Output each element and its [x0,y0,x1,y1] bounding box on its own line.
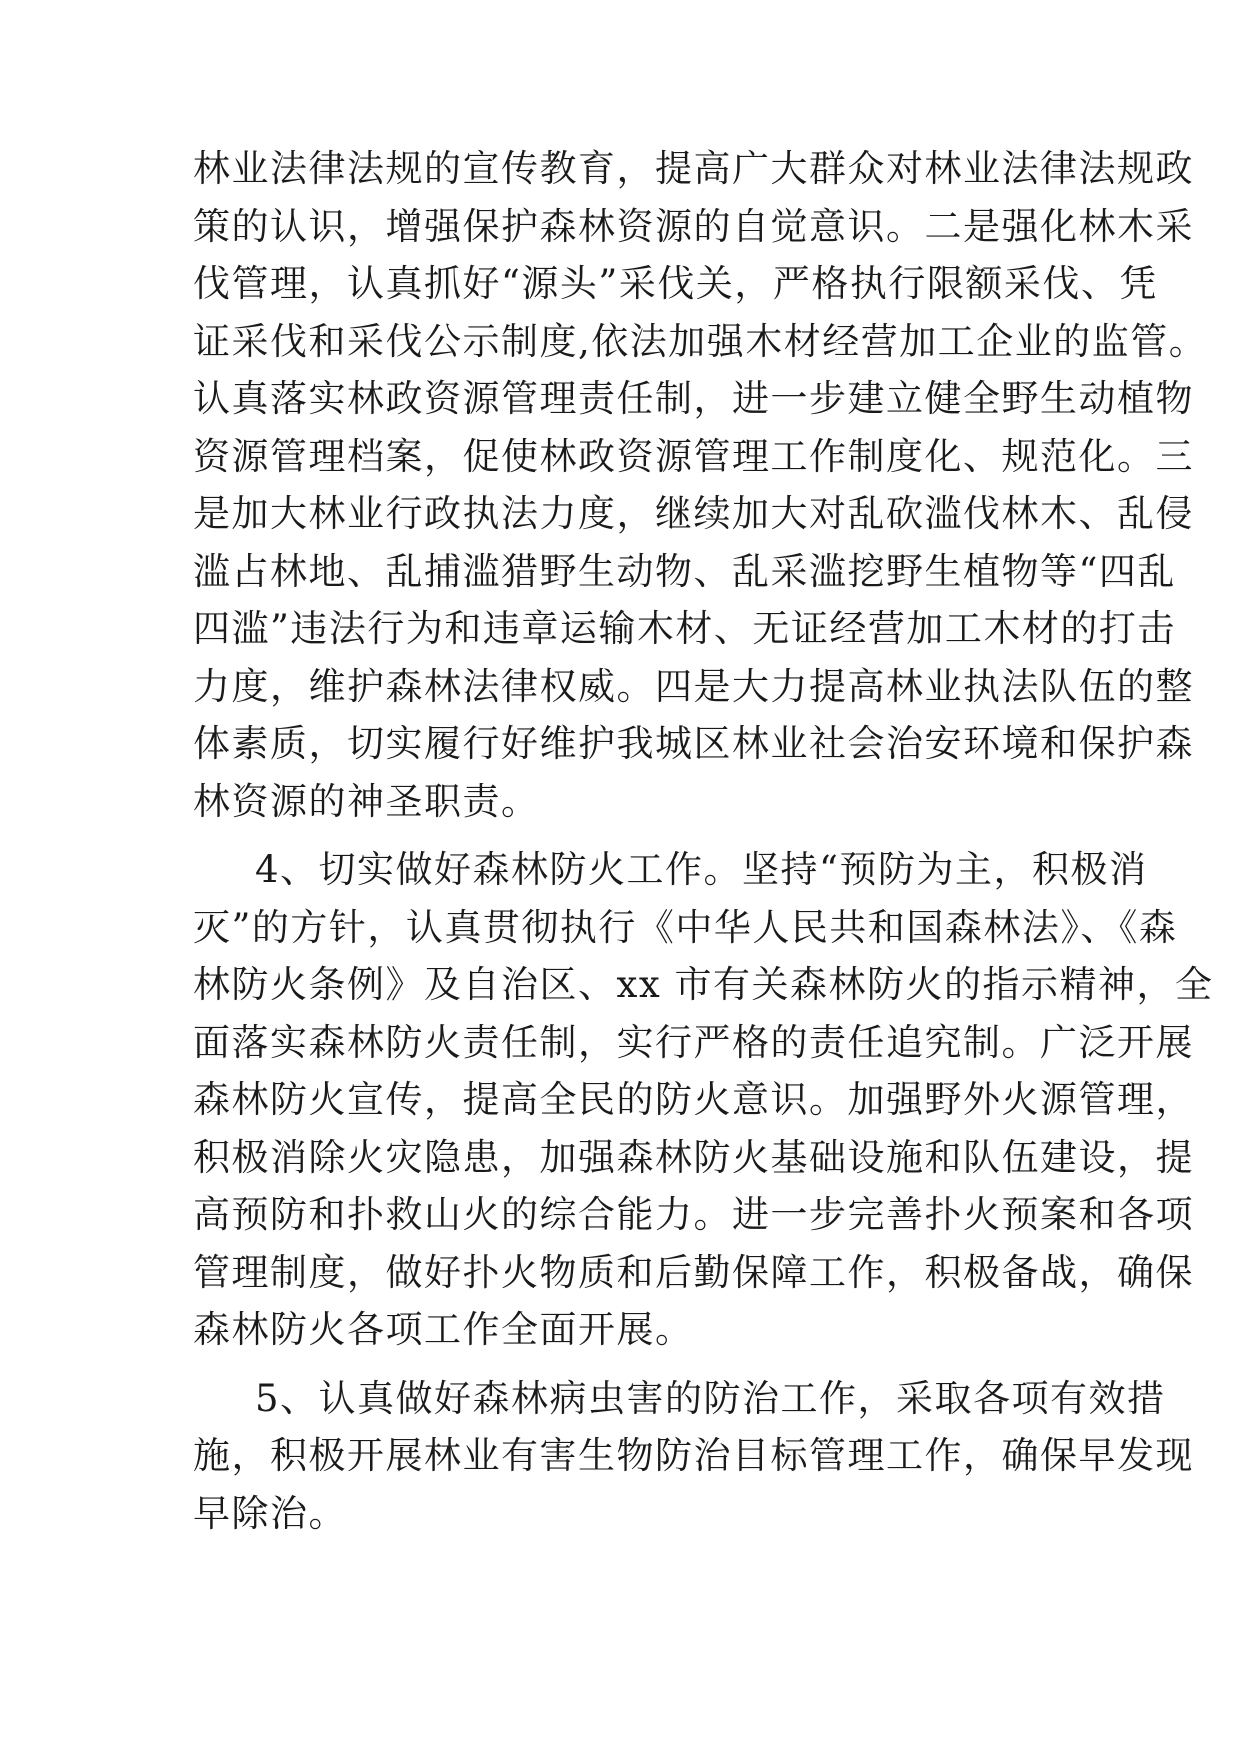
document-body [193,140,1214,1542]
text-line: 早除治。 [193,1491,347,1535]
text-line: 管理制度，做好扑火物质和后勤保障工作，积极备战，确保 [193,1250,1194,1294]
text-line: 灭”的方针，认真贯彻执行《中华人民共和国森林法》、《森 [193,905,1178,949]
text-line: 林业法律法规的宣传教育，提高广大群众对林业法律法规政 [193,147,1194,190]
paragraph-spacer [193,1359,1056,1370]
paragraph-1 [193,140,1208,830]
text-line: 体素质，切实履行好维护我城区林业社会治安环境和保护森 [193,722,1194,765]
text-line: 是加大林业行政执法力度，继续加大对乱砍滥伐林木、乱侵 [193,492,1194,535]
text-line: 施，积极开展林业有害生物防治目标管理工作，确保早发现 [193,1434,1194,1477]
text-line: 5、认真做好森林病虫害的防治工作，采取各项有效措 [255,1376,1166,1420]
text-line: 力度，维护森林法律权威。四是大力提高林业执法队伍的整 [193,664,1194,708]
paragraph-spacer [193,830,1056,841]
text-line: 认真落实林政资源管理责任制，进一步建立健全野生动植物 [193,377,1194,420]
text-line: 策的认识，增强保护森林资源的自觉意识。二是强化林木采 [193,204,1194,248]
paragraph-2 [193,841,1214,1359]
text-line: 资源管理档案，促使林政资源管理工作制度化、规范化。三 [193,434,1194,478]
text-line: 森林防火各项工作全面开展。 [193,1308,694,1351]
text-line: 林防火条例》及自治区、xx 市有关森林防火的指示精神，全 [193,963,1214,1006]
text-line: 面落实森林防火责任制，实行严格的责任追究制。广泛开展 [193,1020,1194,1064]
text-line: 高预防和扑救山火的综合能力。进一步完善扑火预案和各项 [193,1193,1194,1236]
text-line: 证采伐和采伐公示制度,依法加强木材经营加工企业的监管。 [193,319,1208,363]
text-line: 四滥”违法行为和违章运输木材、无证经营加工木材的打击 [193,607,1176,650]
paragraph-3 [193,1370,1194,1543]
text-line: 林资源的神圣职责。 [193,779,540,823]
text-line: 积极消除火灾隐患，加强森林防火基础设施和队伍建设，提 [193,1135,1194,1179]
text-line: 森林防火宣传，提高全民的防火意识。加强野外火源管理， [193,1078,1194,1121]
text-line: 4、切实做好森林防火工作。坚持“预防为主，积极消 [255,848,1148,891]
text-line: 伐管理，认真抓好“源头”采伐关，严格执行限额采伐、凭 [193,262,1158,305]
text-line: 滥占林地、乱捕滥猎野生动物、乱采滥挖野生植物等“四乱 [193,549,1176,593]
